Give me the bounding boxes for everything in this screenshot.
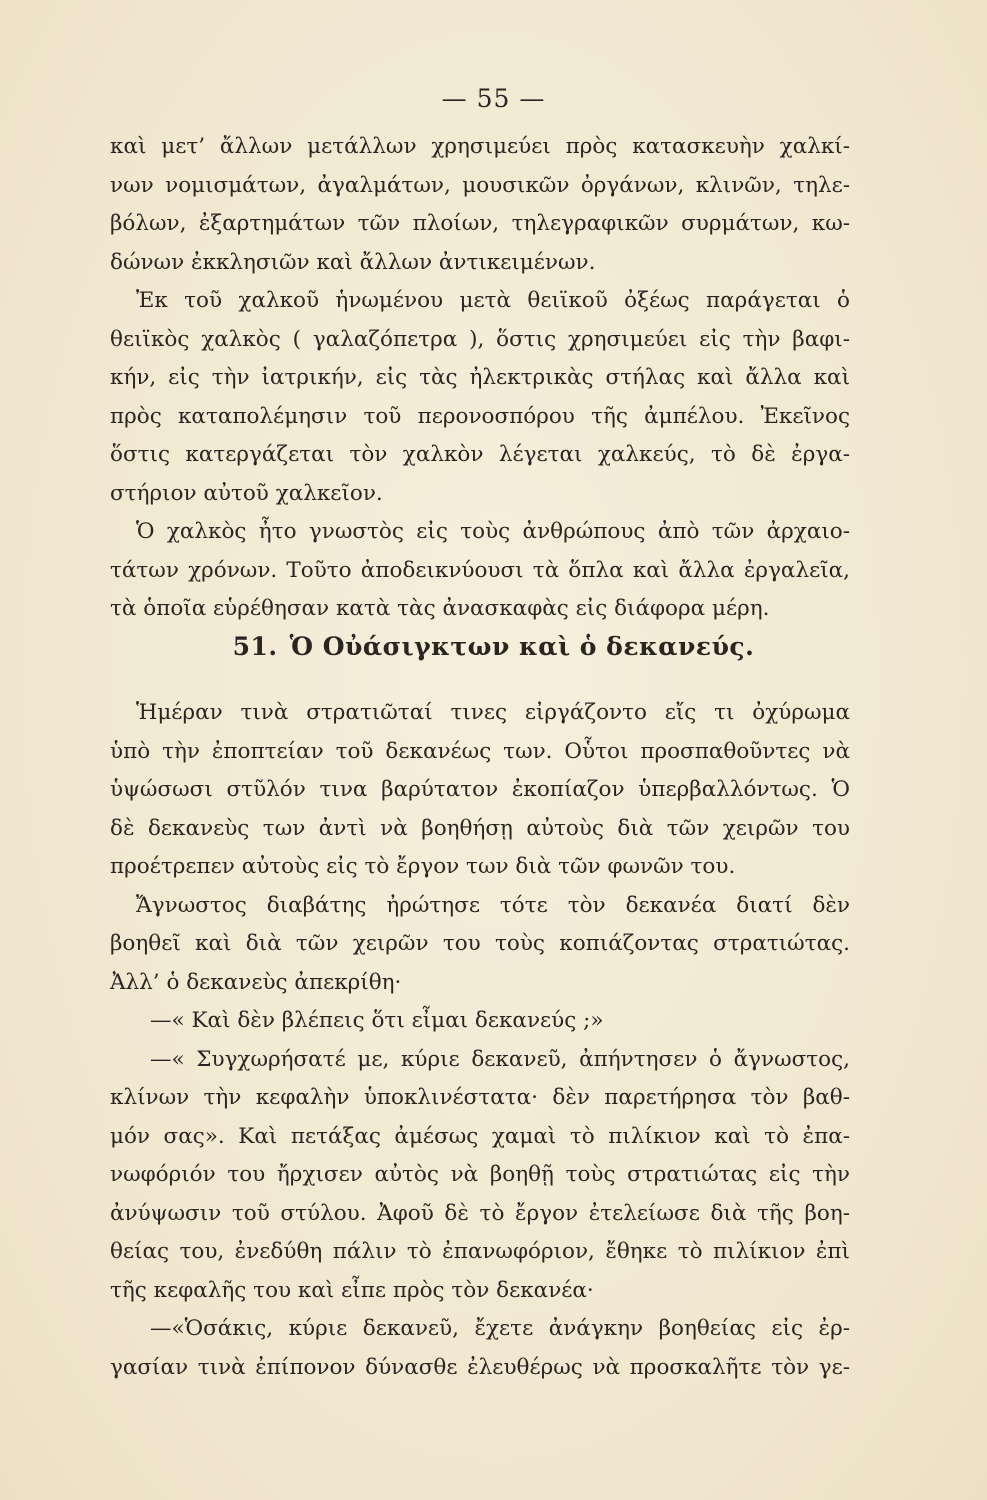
section-title: Ὁ Οὐάσιγκτων καὶ ὁ δεκανεύς. (289, 632, 755, 661)
paragraph-start-line: Ἡμέραν τινὰ στρατιῶταί τινες εἰργάζοντο εἴς τι ὀχύρωμα (136, 700, 850, 725)
text-line: ὑπὸ τὴν ἐποπτείαν τοῦ δεκανέως των. Οὗτοι προσπαθοῦντες νὰ (110, 738, 850, 764)
text-line: βόλων, ἐξαρτημάτων τῶν πλοίων, τηλεγραφικῶν συρμάτων, κω- (110, 211, 850, 236)
text-line: ὑψώσωσι στῦλόν τινα βαρύτατον ἐκοπίαζον ὑπερβαλλόντως. Ὁ (110, 777, 850, 802)
text-block-copper (110, 128, 850, 629)
text-line: γασίαν τινὰ ἐπίπονον δύνασθε ἐλευθέρως νὰ προσκαλῆτε τὸν γε- (110, 1354, 850, 1380)
paragraph-start-line: Ἄγνωστος διαβάτης ἠρώτησε τότε τὸν δεκανέα διατί δὲν (136, 892, 850, 918)
text-line: δώνων ἐκκλησιῶν καὶ ἄλλων ἀντικειμένων. (110, 249, 596, 275)
section-number: 51. (232, 632, 278, 661)
text-line: νωφόριόν του ἤρχισεν αὐτὸς νὰ βοηθῇ τοὺς στρατιώτας εἰς τὴν (110, 1162, 850, 1187)
text-line: κήν, εἰς τὴν ἰατρικήν, εἰς τὰς ἠλεκτρικὰς στήλας καὶ ἄλλα καὶ (110, 365, 850, 390)
text-line: τῆς κεφαλῆς του καὶ εἶπε πρὸς τὸν δεκανέα· (110, 1277, 594, 1303)
text-line: θείας του, ἐνεδύθη πάλιν τὸ ἐπανωφόριον, ἔθηκε τὸ πιλίκιον ἐπὶ (110, 1239, 850, 1264)
text-line: τὰ ὁποῖα εὑρέθησαν κατὰ τὰς ἀνασκαφὰς εἰς διάφορα μέρη. (110, 596, 770, 621)
text-block-story (110, 694, 850, 1387)
text-line: ἀνύψωσιν τοῦ στύλου. Ἀφοῦ δὲ τὸ ἔργον ἐτελείωσε διὰ τῆς βοη- (110, 1200, 850, 1226)
dialogue-line: —« Συγχωρήσατέ με, κύριε δεκανεῦ, ἀπήντησεν ὁ ἄγνωστος, (150, 1046, 850, 1072)
text-line: βοηθεῖ καὶ διὰ τῶν χειρῶν του τοὺς κοπιάζοντας στρατιώτας. (110, 931, 850, 956)
text-line: μόν σας». Καὶ πετάξας ἀμέσως χαμαὶ τὸ πιλίκιον καὶ τὸ ἐπα- (110, 1123, 850, 1149)
text-line: στήριον αὐτοῦ χαλκεῖον. (110, 480, 383, 506)
dialogue-line: —« Καὶ δὲν βλέπεις ὅτι εἶμαι δεκανεύς ;» (150, 1008, 604, 1033)
text-line: τάτων χρόνων. Τοῦτο ἀποδεικνύουσι τὰ ὅπλα καὶ ἄλλα ἐργαλεῖα, (110, 557, 850, 583)
section-heading (0, 632, 987, 661)
text-line: δὲ δεκανεὺς των ἀντὶ νὰ βοηθήσῃ αὐτοὺς διὰ τῶν χειρῶν του (110, 815, 850, 841)
text-line: προέτρεπεν αὐτοὺς εἰς τὸ ἔργον των διὰ τῶν φωνῶν του. (110, 854, 736, 879)
paragraph-start-line: Ἐκ τοῦ χαλκοῦ ἡνωμένου μετὰ θειϊκοῦ ὀξέως παράγεται ὁ (136, 288, 850, 313)
page-number: — 55 — (441, 84, 546, 113)
text-line: κλίνων τὴν κεφαλὴν ὑποκλινέστατα· δὲν παρετήρησα τὸν βαθ- (110, 1085, 850, 1110)
text-line: καὶ μετ’ ἄλλων μετάλλων χρησιμεύει πρὸς κατασκευὴν χαλκί- (110, 134, 850, 159)
dialogue-line: —«Ὁσάκις, κύριε δεκανεῦ, ἔχετε ἀνάγκην βοηθείας εἰς ἐρ- (150, 1316, 850, 1341)
text-line: νων νομισμάτων, ἀγαλμάτων, μουσικῶν ὀργάνων, κλινῶν, τηλε- (110, 172, 850, 198)
text-line: πρὸς καταπολέμησιν τοῦ περονοσπόρου τῆς ἀμπέλου. Ἐκεῖνος (110, 403, 850, 429)
text-line: ὅστις κατεργάζεται τὸν χαλκὸν λέγεται χαλκεύς, τὸ δὲ ἐργα- (110, 442, 850, 467)
paragraph-start-line: Ὁ χαλκὸς ἦτο γνωστὸς εἰς τοὺς ἀνθρώπους ἀπὸ τῶν ἀρχαιο- (136, 519, 850, 544)
text-line: Ἀλλ’ ὁ δεκανεὺς ἀπεκρίθη· (110, 969, 402, 995)
text-line: θειϊκὸς χαλκὸς ( γαλαζόπετρα ), ὅστις χρησιμεύει εἰς τὴν βαφι- (110, 326, 850, 352)
